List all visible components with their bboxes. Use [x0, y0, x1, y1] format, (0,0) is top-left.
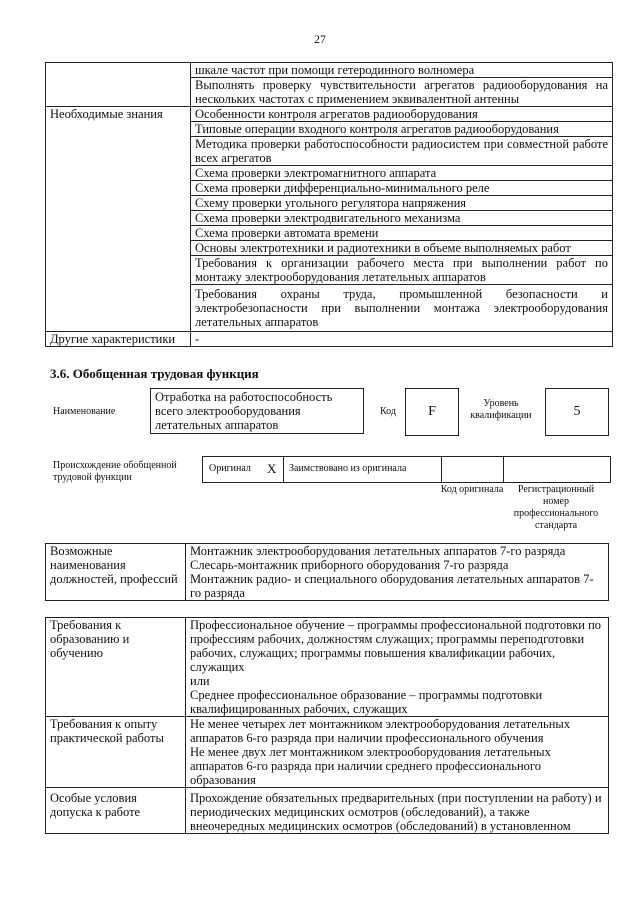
- table-row: Выполнять проверку чувствительности агрегатов радиооборудования на нескольких частотах с применением эквивалентной антенны: [191, 78, 613, 107]
- section-title: 3.6. Обобщенная трудовая функция: [50, 366, 259, 381]
- divider: [441, 457, 442, 482]
- table-row: Типовые операции входного контроля агрегатов радиооборудования: [191, 122, 613, 137]
- experience-label: Требования к опыту практической работы: [46, 717, 186, 788]
- divider: [283, 457, 284, 482]
- list-item: Среднее профессиональное образование – программы подготовки квалифицированных рабочих, служащих: [190, 688, 543, 716]
- list-item: Монтажник радио- и специального оборудования летательных аппаратов 7-го разряда: [190, 572, 594, 600]
- education-cell: [186, 618, 609, 717]
- table-row: Требования охраны труда, промышленной безопасности и электробезопасности при выполнении монтажа электрооборудования летательных аппаратов: [191, 285, 613, 332]
- empty-label-cell: [46, 63, 191, 107]
- knowledge-table: [45, 62, 613, 347]
- page-number: 27: [314, 32, 326, 46]
- conditions-text: Прохождение обязательных предварительных (при поступлении на работу) и периодических медицинских осмотров (обследований), а также внеочередных медицинских осмотров (обследований) в установленном: [186, 788, 609, 834]
- divider: [503, 457, 504, 482]
- reg-caption: Регистрационный номер профессионального стандарта: [513, 484, 599, 531]
- original-label: Оригинал: [209, 463, 251, 474]
- code-label: Код: [380, 406, 396, 417]
- table-row: Основы электротехники и радиотехники в объеме выполняемых работ: [191, 241, 613, 256]
- other-value: -: [191, 332, 613, 347]
- list-item: Не менее двух лет монтажником электрооборудования летательных аппаратов 6-го разряда при наличии среднего профессионального образования: [190, 745, 551, 787]
- table-row: Требования к организации рабочего места при выполнении работ по монтажу электрооборудования летательных аппаратов: [191, 256, 613, 285]
- level-value: 5: [545, 388, 609, 436]
- table-row: Схема проверки электромагнитного аппарата: [191, 166, 613, 181]
- requirements-table: [45, 617, 609, 834]
- level-label: Уровень квалификации: [470, 398, 532, 421]
- conditions-label: Особые условия допуска к работе: [46, 788, 186, 834]
- knowledge-label: Необходимые знания: [46, 107, 191, 332]
- code-caption: Код оригинала: [440, 484, 504, 495]
- list-item: или: [190, 674, 210, 688]
- list-item: Монтажник электрооборудования летательных аппаратов 7-го разряда: [190, 544, 566, 558]
- positions-table: [45, 543, 609, 601]
- code-value: F: [405, 388, 459, 436]
- positions-cell: [186, 544, 609, 601]
- table-row: Схема проверки электродвигательного механизма: [191, 211, 613, 226]
- name-value: Отработка на работоспособность всего электрооборудования летательных аппаратов: [150, 388, 364, 434]
- list-item: Слесарь-монтажник приборного оборудования 7-го разряда: [190, 558, 509, 572]
- positions-label: Возможные наименования должностей, профессий: [46, 544, 186, 601]
- borrowed-label: Заимствовано из оригинала: [289, 463, 407, 474]
- table-row: шкале частот при помощи гетеродинного волномера: [191, 63, 613, 78]
- list-item: Не менее четырех лет монтажником электрооборудования летательных аппаратов 6-го разряда при наличии профессионального обучения: [190, 717, 571, 745]
- table-row: Методика проверки работоспособности радиосистем при совместной работе всех агрегатов: [191, 137, 613, 166]
- table-row: Схему проверки угольного регулятора напряжения: [191, 196, 613, 211]
- name-label: Наименование: [53, 406, 116, 417]
- list-item: Профессиональное обучение – программы профессиональной подготовки по профессиям рабочих, должностям служащих; программы переподготовки рабочих, служащих; программы повышения квалификации рабочих, служащих: [190, 618, 602, 674]
- table-row: Схема проверки дифференциально-минимального реле: [191, 181, 613, 196]
- table-row: Особенности контроля агрегатов радиооборудования: [191, 107, 613, 122]
- origin-box: [202, 456, 611, 483]
- education-label: Требования к образованию и обучению: [46, 618, 186, 717]
- original-mark: X: [267, 461, 277, 476]
- table-row: Схема проверки автомата времени: [191, 226, 613, 241]
- experience-cell: [186, 717, 609, 788]
- origin-label: Происхождение обобщенной трудовой функции: [53, 460, 177, 483]
- other-label: Другие характеристики: [46, 332, 191, 347]
